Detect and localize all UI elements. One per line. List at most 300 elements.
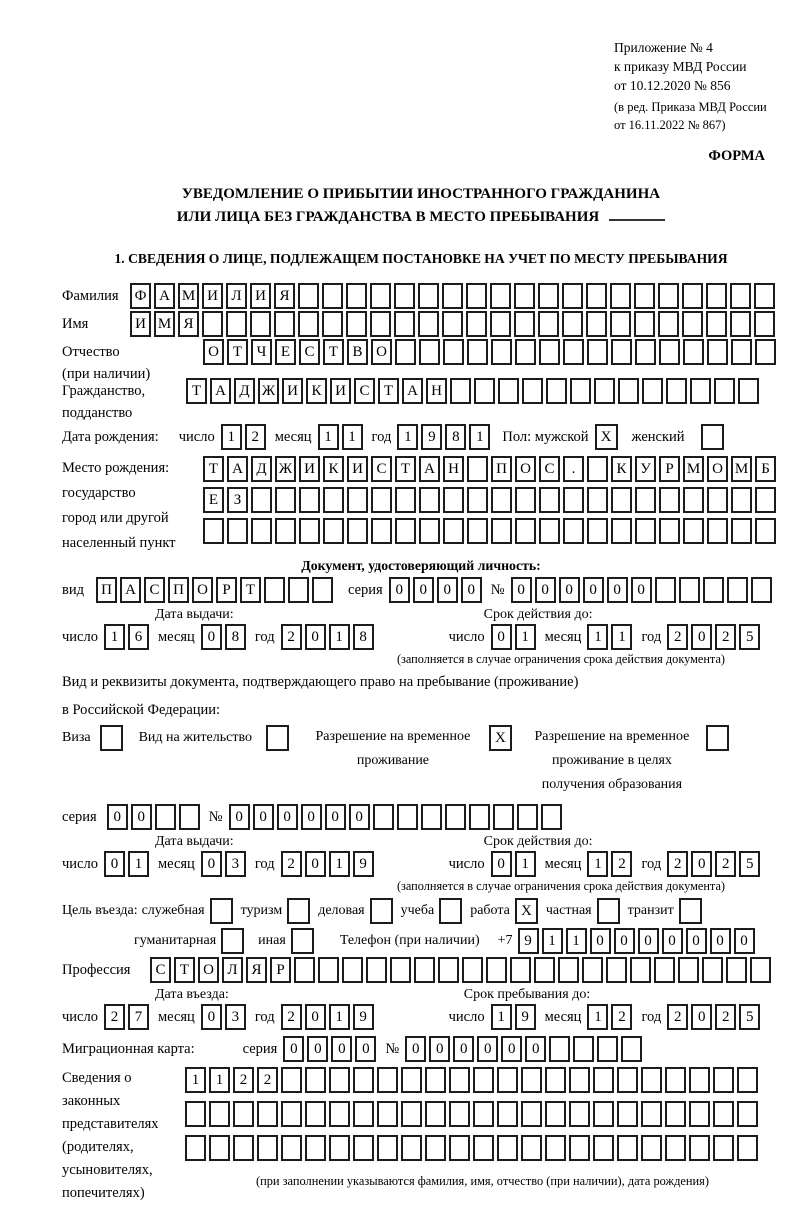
char-cell[interactable]: 0 (429, 1036, 450, 1062)
digit-cell[interactable]: 2 (611, 851, 632, 877)
char-cell[interactable] (731, 518, 752, 544)
char-cell[interactable] (521, 1101, 542, 1127)
char-cell[interactable] (755, 339, 776, 365)
char-cell[interactable] (522, 378, 543, 404)
char-cell[interactable] (425, 1135, 446, 1161)
digit-cell[interactable]: 1 (342, 424, 363, 450)
char-cell[interactable] (322, 311, 343, 337)
char-cell[interactable]: А (120, 577, 141, 603)
char-cell[interactable] (438, 957, 459, 983)
char-cell[interactable] (539, 518, 560, 544)
char-cell[interactable]: 0 (283, 1036, 304, 1062)
char-cell[interactable] (521, 1135, 542, 1161)
char-cell[interactable] (366, 957, 387, 983)
char-cell[interactable]: 0 (511, 577, 532, 603)
char-cell[interactable]: 0 (501, 1036, 522, 1062)
char-cell[interactable]: М (178, 283, 199, 309)
char-cell[interactable]: Е (203, 487, 224, 513)
char-cell[interactable] (726, 957, 747, 983)
char-cell[interactable] (347, 487, 368, 513)
digit-cell[interactable]: 1 (329, 1004, 350, 1030)
char-cell[interactable]: П (168, 577, 189, 603)
char-cell[interactable] (395, 339, 416, 365)
char-cell[interactable] (738, 378, 759, 404)
char-cell[interactable] (185, 1135, 206, 1161)
char-cell[interactable]: 0 (277, 804, 298, 830)
char-cell[interactable] (611, 487, 632, 513)
char-cell[interactable]: 0 (461, 577, 482, 603)
char-cell[interactable] (419, 518, 440, 544)
char-cell[interactable] (597, 1036, 618, 1062)
digit-cell[interactable]: 2 (667, 624, 688, 650)
char-cell[interactable] (491, 339, 512, 365)
digit-cell[interactable]: 0 (305, 1004, 326, 1030)
char-cell[interactable] (449, 1135, 470, 1161)
char-cell[interactable] (449, 1101, 470, 1127)
char-cell[interactable] (634, 283, 655, 309)
digit-cell[interactable]: 0 (710, 928, 731, 954)
char-cell[interactable]: П (491, 456, 512, 482)
char-cell[interactable] (442, 311, 463, 337)
char-cell[interactable] (467, 518, 488, 544)
char-cell[interactable] (635, 518, 656, 544)
char-cell[interactable] (582, 957, 603, 983)
char-cell[interactable] (353, 1067, 374, 1093)
char-cell[interactable] (538, 283, 559, 309)
char-cell[interactable] (689, 1067, 710, 1093)
char-cell[interactable] (305, 1135, 326, 1161)
char-cell[interactable] (635, 487, 656, 513)
digit-cell[interactable]: 5 (739, 1004, 760, 1030)
char-cell[interactable]: М (683, 456, 704, 482)
char-cell[interactable] (493, 804, 514, 830)
char-cell[interactable] (449, 1067, 470, 1093)
char-cell[interactable] (442, 283, 463, 309)
temp-residence-checkbox[interactable]: X (489, 725, 512, 751)
char-cell[interactable] (539, 487, 560, 513)
char-cell[interactable]: А (210, 378, 231, 404)
digit-cell[interactable]: 6 (128, 624, 149, 650)
char-cell[interactable] (586, 283, 607, 309)
char-cell[interactable] (474, 378, 495, 404)
char-cell[interactable] (611, 339, 632, 365)
char-cell[interactable] (707, 339, 728, 365)
char-cell[interactable] (563, 518, 584, 544)
digit-cell[interactable]: 5 (739, 851, 760, 877)
char-cell[interactable] (658, 311, 679, 337)
char-cell[interactable] (466, 283, 487, 309)
digit-cell[interactable]: 1 (469, 424, 490, 450)
char-cell[interactable]: О (371, 339, 392, 365)
purpose-humanitarian-checkbox[interactable] (221, 928, 244, 954)
char-cell[interactable] (755, 518, 776, 544)
char-cell[interactable] (425, 1067, 446, 1093)
char-cell[interactable] (281, 1067, 302, 1093)
digit-cell[interactable]: 0 (491, 624, 512, 650)
char-cell[interactable] (690, 378, 711, 404)
char-cell[interactable] (233, 1101, 254, 1127)
char-cell[interactable] (353, 1101, 374, 1127)
digit-cell[interactable]: 1 (329, 624, 350, 650)
char-cell[interactable] (641, 1135, 662, 1161)
char-cell[interactable] (473, 1135, 494, 1161)
char-cell[interactable] (713, 1101, 734, 1127)
char-cell[interactable]: М (154, 311, 175, 337)
char-cell[interactable]: С (371, 456, 392, 482)
char-cell[interactable] (569, 1135, 590, 1161)
char-cell[interactable]: Я (246, 957, 267, 983)
char-cell[interactable]: 0 (253, 804, 274, 830)
char-cell[interactable] (563, 339, 584, 365)
char-cell[interactable] (397, 804, 418, 830)
char-cell[interactable] (515, 518, 536, 544)
char-cell[interactable]: А (154, 283, 175, 309)
char-cell[interactable] (466, 311, 487, 337)
visa-checkbox[interactable] (100, 725, 123, 751)
digit-cell[interactable]: 0 (686, 928, 707, 954)
char-cell[interactable] (394, 311, 415, 337)
char-cell[interactable] (377, 1135, 398, 1161)
char-cell[interactable] (491, 487, 512, 513)
char-cell[interactable] (573, 1036, 594, 1062)
digit-cell[interactable]: 0 (614, 928, 635, 954)
char-cell[interactable]: А (227, 456, 248, 482)
char-cell[interactable] (414, 957, 435, 983)
char-cell[interactable] (569, 1101, 590, 1127)
char-cell[interactable] (497, 1135, 518, 1161)
char-cell[interactable] (342, 957, 363, 983)
purpose-tourism-checkbox[interactable] (287, 898, 310, 924)
char-cell[interactable] (490, 311, 511, 337)
char-cell[interactable] (462, 957, 483, 983)
digit-cell[interactable]: 1 (515, 624, 536, 650)
char-cell[interactable] (419, 487, 440, 513)
digit-cell[interactable]: 9 (518, 928, 539, 954)
char-cell[interactable] (395, 518, 416, 544)
digit-cell[interactable]: 9 (353, 1004, 374, 1030)
char-cell[interactable]: С (299, 339, 320, 365)
digit-cell[interactable]: 0 (305, 851, 326, 877)
char-cell[interactable] (754, 311, 775, 337)
purpose-study-checkbox[interactable] (439, 898, 462, 924)
char-cell[interactable] (689, 1135, 710, 1161)
char-cell[interactable]: 0 (453, 1036, 474, 1062)
char-cell[interactable] (658, 283, 679, 309)
char-cell[interactable] (682, 283, 703, 309)
purpose-other-checkbox[interactable] (291, 928, 314, 954)
char-cell[interactable] (678, 957, 699, 983)
char-cell[interactable]: Т (323, 339, 344, 365)
digit-cell[interactable]: 0 (104, 851, 125, 877)
digit-cell[interactable]: 1 (587, 1004, 608, 1030)
digit-cell[interactable]: 2 (715, 1004, 736, 1030)
digit-cell[interactable]: 1 (491, 1004, 512, 1030)
char-cell[interactable]: О (515, 456, 536, 482)
digit-cell[interactable]: 1 (318, 424, 339, 450)
char-cell[interactable] (642, 378, 663, 404)
char-cell[interactable]: 1 (185, 1067, 206, 1093)
char-cell[interactable] (617, 1101, 638, 1127)
char-cell[interactable] (730, 311, 751, 337)
char-cell[interactable] (714, 378, 735, 404)
char-cell[interactable] (682, 311, 703, 337)
char-cell[interactable]: Л (226, 283, 247, 309)
char-cell[interactable] (401, 1101, 422, 1127)
char-cell[interactable] (713, 1135, 734, 1161)
char-cell[interactable]: Т (395, 456, 416, 482)
char-cell[interactable] (419, 339, 440, 365)
char-cell[interactable] (549, 1036, 570, 1062)
char-cell[interactable] (498, 378, 519, 404)
char-cell[interactable]: Т (227, 339, 248, 365)
char-cell[interactable] (390, 957, 411, 983)
char-cell[interactable]: 0 (535, 577, 556, 603)
char-cell[interactable] (370, 283, 391, 309)
char-cell[interactable] (618, 378, 639, 404)
digit-cell[interactable]: 2 (667, 851, 688, 877)
char-cell[interactable] (353, 1135, 374, 1161)
digit-cell[interactable]: 2 (611, 1004, 632, 1030)
char-cell[interactable] (425, 1101, 446, 1127)
char-cell[interactable] (665, 1067, 686, 1093)
char-cell[interactable] (563, 487, 584, 513)
char-cell[interactable]: С (144, 577, 165, 603)
char-cell[interactable]: И (299, 456, 320, 482)
char-cell[interactable]: 0 (413, 577, 434, 603)
char-cell[interactable] (275, 487, 296, 513)
char-cell[interactable]: К (611, 456, 632, 482)
char-cell[interactable] (443, 487, 464, 513)
purpose-private-checkbox[interactable] (597, 898, 620, 924)
char-cell[interactable] (491, 518, 512, 544)
digit-cell[interactable]: 9 (353, 851, 374, 877)
char-cell[interactable] (558, 957, 579, 983)
char-cell[interactable] (155, 804, 176, 830)
purpose-business-checkbox[interactable] (370, 898, 393, 924)
char-cell[interactable] (679, 577, 700, 603)
char-cell[interactable] (514, 311, 535, 337)
char-cell[interactable] (562, 311, 583, 337)
char-cell[interactable] (570, 378, 591, 404)
char-cell[interactable] (594, 378, 615, 404)
char-cell[interactable] (490, 283, 511, 309)
digit-cell[interactable]: 0 (201, 851, 222, 877)
char-cell[interactable] (586, 311, 607, 337)
char-cell[interactable] (421, 804, 442, 830)
digit-cell[interactable]: 1 (104, 624, 125, 650)
char-cell[interactable] (257, 1101, 278, 1127)
char-cell[interactable] (654, 957, 675, 983)
char-cell[interactable] (541, 804, 562, 830)
char-cell[interactable] (546, 378, 567, 404)
sex-female-checkbox[interactable] (701, 424, 724, 450)
char-cell[interactable]: Я (274, 283, 295, 309)
char-cell[interactable] (707, 518, 728, 544)
digit-cell[interactable]: 0 (662, 928, 683, 954)
char-cell[interactable]: С (539, 456, 560, 482)
char-cell[interactable]: В (347, 339, 368, 365)
char-cell[interactable] (264, 577, 285, 603)
char-cell[interactable]: 0 (437, 577, 458, 603)
char-cell[interactable] (275, 518, 296, 544)
digit-cell[interactable]: 8 (445, 424, 466, 450)
char-cell[interactable] (370, 311, 391, 337)
char-cell[interactable] (621, 1036, 642, 1062)
char-cell[interactable]: Р (270, 957, 291, 983)
sex-male-checkbox[interactable]: X (595, 424, 618, 450)
char-cell[interactable] (209, 1101, 230, 1127)
digit-cell[interactable]: 8 (225, 624, 246, 650)
char-cell[interactable]: Ж (258, 378, 279, 404)
char-cell[interactable] (373, 804, 394, 830)
char-cell[interactable] (534, 957, 555, 983)
char-cell[interactable]: 1 (209, 1067, 230, 1093)
char-cell[interactable]: 0 (389, 577, 410, 603)
digit-cell[interactable]: 2 (281, 1004, 302, 1030)
char-cell[interactable] (750, 957, 771, 983)
char-cell[interactable] (251, 518, 272, 544)
char-cell[interactable] (294, 957, 315, 983)
char-cell[interactable]: Ч (251, 339, 272, 365)
char-cell[interactable] (467, 487, 488, 513)
char-cell[interactable]: А (419, 456, 440, 482)
digit-cell[interactable]: 1 (329, 851, 350, 877)
char-cell[interactable] (233, 1135, 254, 1161)
char-cell[interactable] (569, 1067, 590, 1093)
char-cell[interactable]: Т (186, 378, 207, 404)
char-cell[interactable] (665, 1135, 686, 1161)
char-cell[interactable] (298, 311, 319, 337)
char-cell[interactable] (473, 1067, 494, 1093)
char-cell[interactable] (179, 804, 200, 830)
char-cell[interactable] (322, 283, 343, 309)
digit-cell[interactable]: 1 (587, 624, 608, 650)
char-cell[interactable] (257, 1135, 278, 1161)
char-cell[interactable] (329, 1135, 350, 1161)
char-cell[interactable] (497, 1101, 518, 1127)
digit-cell[interactable]: 3 (225, 1004, 246, 1030)
char-cell[interactable] (510, 957, 531, 983)
title-blank-line[interactable] (609, 219, 665, 221)
char-cell[interactable] (473, 1101, 494, 1127)
char-cell[interactable] (329, 1067, 350, 1093)
char-cell[interactable]: 0 (559, 577, 580, 603)
char-cell[interactable]: Л (222, 957, 243, 983)
char-cell[interactable] (251, 487, 272, 513)
digit-cell[interactable]: 0 (590, 928, 611, 954)
char-cell[interactable]: И (202, 283, 223, 309)
char-cell[interactable] (713, 1067, 734, 1093)
char-cell[interactable]: К (323, 456, 344, 482)
char-cell[interactable] (754, 283, 775, 309)
char-cell[interactable]: Д (234, 378, 255, 404)
digit-cell[interactable]: 2 (715, 851, 736, 877)
char-cell[interactable] (395, 487, 416, 513)
digit-cell[interactable]: 3 (225, 851, 246, 877)
char-cell[interactable] (659, 518, 680, 544)
char-cell[interactable]: Н (426, 378, 447, 404)
char-cell[interactable] (538, 311, 559, 337)
char-cell[interactable]: С (354, 378, 375, 404)
char-cell[interactable]: И (250, 283, 271, 309)
char-cell[interactable] (227, 518, 248, 544)
char-cell[interactable] (730, 283, 751, 309)
char-cell[interactable] (517, 804, 538, 830)
digit-cell[interactable]: 2 (281, 851, 302, 877)
char-cell[interactable] (610, 311, 631, 337)
digit-cell[interactable]: 1 (221, 424, 242, 450)
char-cell[interactable]: 0 (325, 804, 346, 830)
char-cell[interactable] (630, 957, 651, 983)
char-cell[interactable]: З (227, 487, 248, 513)
char-cell[interactable] (703, 577, 724, 603)
char-cell[interactable] (394, 283, 415, 309)
char-cell[interactable] (611, 518, 632, 544)
char-cell[interactable] (281, 1135, 302, 1161)
char-cell[interactable] (418, 311, 439, 337)
digit-cell[interactable]: 0 (691, 851, 712, 877)
char-cell[interactable] (401, 1067, 422, 1093)
char-cell[interactable] (666, 378, 687, 404)
char-cell[interactable] (288, 577, 309, 603)
char-cell[interactable] (706, 283, 727, 309)
char-cell[interactable] (737, 1135, 758, 1161)
char-cell[interactable] (593, 1067, 614, 1093)
digit-cell[interactable]: 1 (128, 851, 149, 877)
char-cell[interactable] (377, 1067, 398, 1093)
char-cell[interactable] (689, 1101, 710, 1127)
char-cell[interactable] (545, 1067, 566, 1093)
digit-cell[interactable]: 1 (566, 928, 587, 954)
char-cell[interactable]: 0 (229, 804, 250, 830)
char-cell[interactable]: 0 (307, 1036, 328, 1062)
digit-cell[interactable]: 7 (128, 1004, 149, 1030)
char-cell[interactable] (545, 1101, 566, 1127)
char-cell[interactable] (185, 1101, 206, 1127)
char-cell[interactable] (401, 1135, 422, 1161)
char-cell[interactable] (587, 456, 608, 482)
char-cell[interactable]: И (282, 378, 303, 404)
char-cell[interactable]: 0 (477, 1036, 498, 1062)
char-cell[interactable] (467, 456, 488, 482)
digit-cell[interactable]: 2 (245, 424, 266, 450)
char-cell[interactable]: Т (378, 378, 399, 404)
char-cell[interactable]: 0 (301, 804, 322, 830)
char-cell[interactable]: 0 (583, 577, 604, 603)
char-cell[interactable]: И (347, 456, 368, 482)
char-cell[interactable]: Я (178, 311, 199, 337)
char-cell[interactable]: Т (240, 577, 261, 603)
char-cell[interactable] (346, 283, 367, 309)
char-cell[interactable] (329, 1101, 350, 1127)
char-cell[interactable] (683, 339, 704, 365)
char-cell[interactable] (702, 957, 723, 983)
digit-cell[interactable]: 1 (397, 424, 418, 450)
char-cell[interactable] (347, 518, 368, 544)
temp-residence-education-checkbox[interactable] (706, 725, 729, 751)
char-cell[interactable]: О (203, 339, 224, 365)
char-cell[interactable]: 0 (355, 1036, 376, 1062)
char-cell[interactable] (593, 1135, 614, 1161)
digit-cell[interactable]: 2 (667, 1004, 688, 1030)
char-cell[interactable] (467, 339, 488, 365)
char-cell[interactable] (318, 957, 339, 983)
char-cell[interactable] (250, 311, 271, 337)
digit-cell[interactable]: 0 (734, 928, 755, 954)
char-cell[interactable] (737, 1067, 758, 1093)
char-cell[interactable]: 0 (631, 577, 652, 603)
char-cell[interactable] (587, 487, 608, 513)
